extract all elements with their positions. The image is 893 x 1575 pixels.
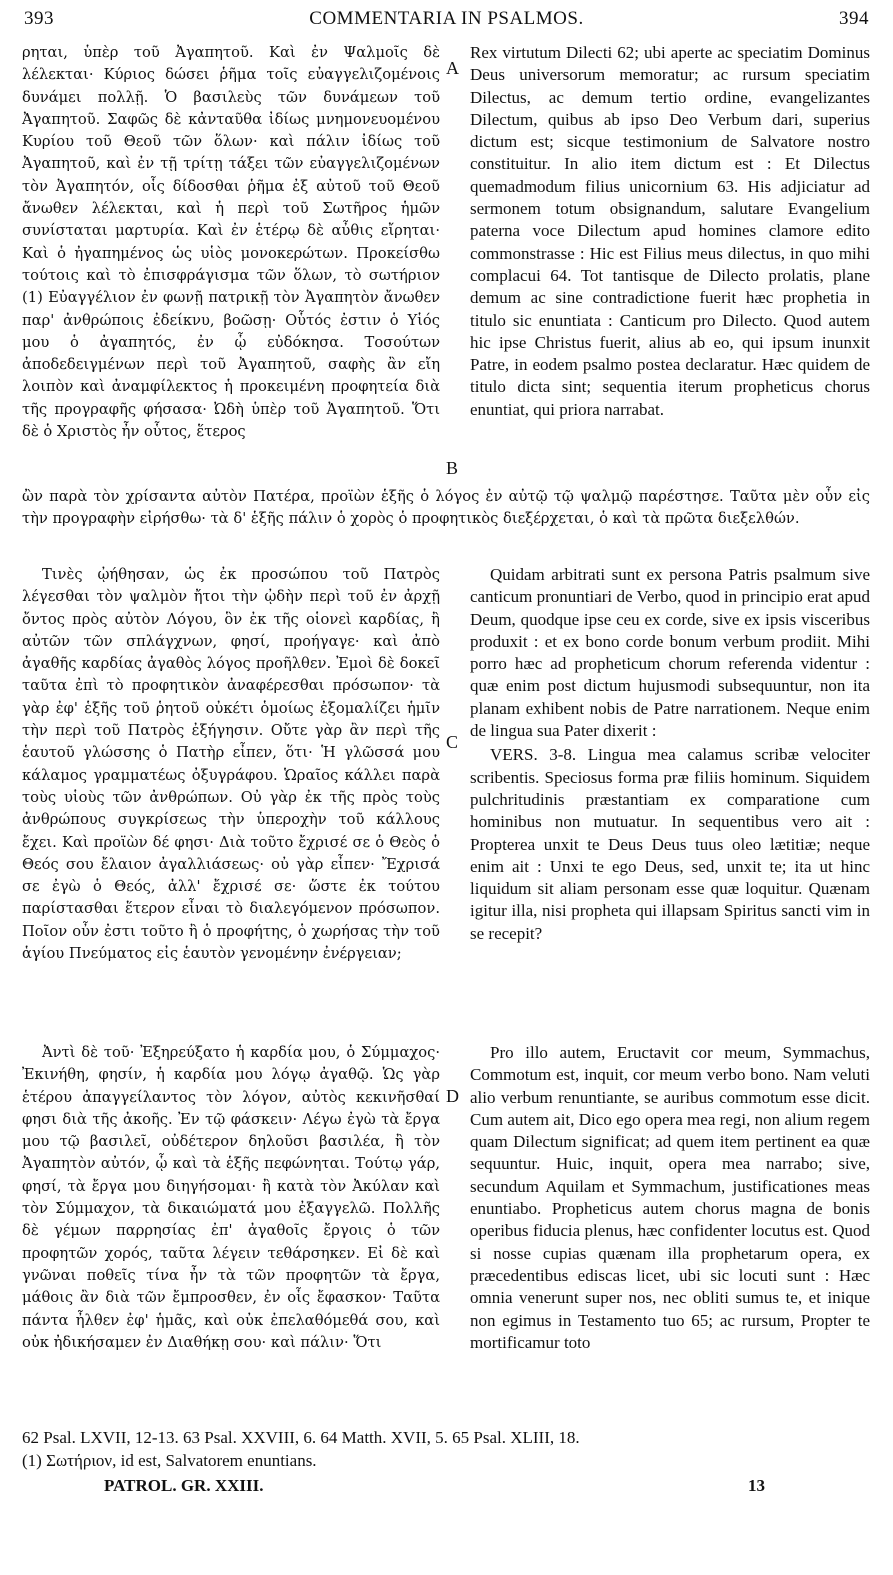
latin-column-2 [470,564,870,945]
latin-paragraph: Quidam arbitrati sunt ex persona Patris psalmum sive canticum pronuntiari de Verbo, quod in principio erat apud Deum, quodque ipse ceu ex corde, sive ex ipsis visceribus produxit : et ex bono corde bonum verbum prodiit. Mihi porro hæc ad propheticum chorum referenda videntur : quæ enim post dictum hujusmodi subsequuntur, non ita planam exhibent nobis de Patre narrationem. Neque enim de lingua sua Pater dixerit : [470,565,870,741]
latin-paragraph: Pro illo autem, Eructavit cor meum, Symmachus, Commotum est, inquit, cor meum verbo bono. Nam veluti alio verbum renuntiante, se auribus commotum esse dicit. Cum autem ait, Dico ego opera mea regi, non alium regem quam Dilectum significat; ad quem item pertinent ea quæ sequuntur. Huic, inquit, opera mea narrabo; sive, secundum Aquilam et Symmachum, justificationes meas enuntiabo. Propheticus autem chorus magna de bonis operibus fiducia plenus, hæc confidenter locutus est. Quod si nosse cupias quænam illa prophetarum opera, ex præcedentibus ediscas licet, ubi sic locuti sunt : Hæc omnia venerunt super nos, nec obliti sumus te, et inique non egimus in Testamento tuo 65; ac rursum, Propter te mortificamur toto [470,1043,870,1352]
running-title: COMMENTARIA IN PSALMOS. [309,8,584,29]
greek-fullwidth-continuation [22,486,870,531]
greek-paragraph: ὢν παρὰ τὸν χρίσαντα αὐτὸν Πατέρα, προϊὼν ἑξῆς ὁ λόγος ἐν αὐτῷ τῷ ψαλμῷ παρέστησε. Ταῦτα μὲν οὖν εἰς τὴν προγραφὴν εἰρήσθω· τὰ δ' ἑξῆς πάλιν ὁ χορὸς ὁ προφητικὸς διεξέρχεται, ὁ καὶ τὰ πρῶτα διεξελθών. [22,488,870,528]
latin-paragraph: Rex virtutum Dilecti 62; ubi aperte ac speciatim Dominus Deus universorum memoratur; ac rursum speciatim Dilectus, ac demum tertio ordine, evangelizantes Dilectum, quibus ab ipso Deo Verbum dari, superius dictum est; sicque testimonium de Salvatore nostro constituitur. In alio item dictum est : Et Dilectus quemadmodum filius unicornium 63. His adjiciatur ad sermonem totum obsignandum, salutare Evangelium paterna voce Dilectum apud homines clamore edito commonstrasse : Hic est Filius meus dilectus, in quo mihi complacui 64. Tot tantisque de Dilecto prolatis, plane demum ac sine contradictione fuerit hæc prophetia in titulo sic enuntiata : Canticum pro Dilecto. Quod autem hic ipse Christus fuerit, alius ab eo, qui ipsum inunxit Patre, in eodem psalmo postea declaratur. Hæc quidem de titulo dicta sint; sequentia iterum propheticus chorus enuntiat, qui priora narrabat. [470,43,870,419]
signature-sheet-number: 13 [748,1476,765,1495]
footnote-translation: (1) Σωτήριον, id est, Salvatorem enuntians. [22,1451,317,1470]
footnote-references: 62 Psal. LXVII, 12-13. 63 Psal. XXVIII, 6. 64 Matth. XVII, 5. 65 Psal. XLIII, 18. [22,1428,580,1447]
margin-marker-b: B [446,458,459,478]
margin-marker-c: C [446,732,459,752]
greek-column-3 [22,1042,440,1354]
signature-series: PATROL. GR. XXIII. [104,1476,264,1495]
running-header [24,6,869,34]
greek-column-2 [22,564,440,965]
latin-paragraph: VERS. 3-8. Lingua mea calamus scribæ velociter scribentis. Speciosus forma præ filiis hominum. Siquidem pulchritudinis præstantiam ex comparatione cum hominibus non mutuatur. In sequentibus vero ait : Propterea unxit te Deus Deus tuus oleo lætitiæ; neque enim ait : Unxi te ego Deus, sed, unxit te; ita ut hinc liquidum sit aliam personam esse quæ loquitur. Quænam igitur illa, nisi propheta qui illapsam Spiritus sancti vim in se recepit? [470,745,870,943]
margin-marker-a: A [446,58,459,78]
greek-paragraph: Ἀντὶ δὲ τοῦ· Ἐξηρεύξατο ἡ καρδία μου, ὁ Σύμμαχος· Ἐκινήθη, φησίν, ἡ καρδία μου λόγῳ ἀγαθῷ. Ὡς γὰρ ἑτέρου ἀπαγγείλαντος τὸν λόγον, αὐτὸς κεκινῆσθαί φησι διὰ τῆς ἀκοῆς. Ἐν τῷ φάσκειν· Λέγω ἐγὼ τὰ ἔργα μου τῷ βασιλεῖ, οὐδέτερον δηλοῦσι βασιλέα, ἢ τὸν Ἀγαπητὸν αὐτόν, ᾧ καὶ τὰ ἑξῆς πεφώνηται. Τούτῳ γάρ, φησί, τὰ ἔργα μου διηγήσομαι· ἢ κατὰ τὸν Ἀκύλαν καὶ τὸν Σύμμαχον, τὰ δικαιώματά μου ἐξαγγελῶ. Πολλῆς δὲ γέμων παρρησίας ἐπ' ἀγαθοῖς ἔργοις ὁ τῶν προφητῶν χορός, ταῦτα λέγειν τεθάρσηκεν. Εἰ δὲ καὶ γνῶναι ποθεῖς τίνα ἦν τὰ τῶν προφητῶν τὰ ἔργα, μάθοις ἂν διὰ τῶν ἔμπροσθεν, ἐν οἷς ἔφασκον· Ταῦτα πάντα ἦλθεν ἐφ' ἡμᾶς, καὶ οὐκ ἐπελαθόμεθά σου, καὶ οὐκ ἠδικήσαμεν ἐν Διαθήκῃ σου· καὶ πάλιν· Ὅτι [22,1044,440,1351]
margin-marker-d: D [446,1086,459,1106]
footnotes [22,1426,870,1472]
page-number-left: 393 [24,8,54,29]
greek-paragraph: ρηται, ὑπὲρ τοῦ Ἀγαπητοῦ. Καὶ ἐν Ψαλμοῖς δὲ λέλεκται· Κύριος δώσει ῥῆμα τοῖς εὐαγγελιζομένοις δυνάμει πολλῇ. Ὁ βασιλεὺς τῶν δυνάμεων τοῦ Ἀγαπητοῦ. Σαφῶς δὲ κἀνταῦθα ἰδίως μνημονευομένου Κυρίου τοῦ Θεοῦ τῶν ὅλων· καὶ πάλιν ἰδίως τοῦ Ἀγαπητοῦ, καὶ ἐν τῇ τρίτῃ τάξει τῶν εὐαγγελιζομένων τὸν Ἀγαπητόν, οἷς δίδοσθαι ῥῆμα ἐξ αὐτοῦ τοῦ Θεοῦ ἄνωθεν λέλεκται, καὶ ἡ περὶ τοῦ Σωτῆρος ἡμῶν συνίσταται μαρτυρία. Καὶ ἐν ἑτέρῳ δὲ αὖθις εἴρηται· Καὶ ὁ ἠγαπημένος ὡς υἱὸς μονοκερώτων. Προκείσθω τούτοις καὶ τὸ ἐπισφράγισμα τῶν ὅλων, τὸ σωτήριον (1) Εὐαγγέλιον ἐν φωνῇ πατρικῇ τὸν Ἀγαπητὸν ἄνωθεν παρ' ἀνθρώποις ἐδείκνυ, βοῶσῃ· Οὗτός ἐστιν ὁ Υἱός μου ὁ ἀγαπητός, ἐν ᾧ εὐδόκησα. Τοσούτων ἀποδεδειγμένων περὶ τοῦ Ἀγαπητοῦ, σαφὴς ἂν εἴη λοιπὸν καὶ ἀναμφίλεκτος ἡ προκειμένη προφητεία διὰ τῆς προγραφῆς φήσασα· Ὠδὴ ὑπὲρ τοῦ Ἀγαπητοῦ. Ὅτι δὲ ὁ Χριστὸς ἦν οὗτος, ἕτερος [22,44,440,441]
page-number-right: 394 [839,8,869,29]
latin-column-1 [470,42,870,421]
greek-column-1 [22,42,440,443]
latin-column-3 [470,1042,870,1354]
greek-paragraph: Τινὲς ᾠήθησαν, ὡς ἐκ προσώπου τοῦ Πατρὸς λέγεσθαι τὸν ψαλμὸν ἤτοι τὴν ᾠδὴν περὶ τοῦ ἐν ἀρχῇ ὄντος πρὸς αὐτὸν Λόγου, ὃν ἐκ τῆς οἱονεὶ καρδίας, ἢ αὐτῶν τῶν σπλάγχνων, φησί, προήγαγε· καὶ ἀπὸ ἀγαθῆς καρδίας ἀγαθὸς λόγος προῆλθεν. Ἐμοὶ δὲ δοκεῖ ταῦτα ἐπὶ τὸ προφητικὸν ἀναφέρεσθαι πρόσωπον· τὰ γὰρ ἐφ' ἑξῆς τοῦ ῥητοῦ οὐκέτι ὁμοίως ἐξομαλίζει ἡμῖν τὴν περὶ τοῦ Πατρὸς ἐξήγησιν. Οὔτε γὰρ ἂν περὶ τῆς ἑαυτοῦ γλώσσης ὁ Πατὴρ εἶπεν, ὅτι· Ἡ γλῶσσά μου κάλαμος γραμματέως ὀξυγράφου. Ὡραῖος κάλλει παρὰ τοὺς υἱοὺς τῶν ἀνθρώπων. Οὐ γὰρ ἐκ τῆς πρὸς τοὺς ἀνθρώπους συγκρίσεως τὴν ὑπεροχὴν τοῦ κάλλους ἔχει. Καὶ προϊὼν δέ φησι· Διὰ τοῦτο ἔχρισέ σε ὁ Θεὸς ὁ Θεός σου ἔλαιον ἀγαλλιάσεως· οὐ γὰρ εἶπεν· Ἔχρισά σε ἐγὼ ὁ Θεός, ἀλλ' ἔχρισέ σε· ὥστε ἐκ τούτου παρίστασθαι ἕτερον εἶναι τὸ διαλεγόμενον πρόσωπον. Ποῖον οὖν ἐστι τοῦτο ἢ ὁ προφήτης, ὁ χωρήσας τὴν τοῦ ἁγίου Πνεύματος εἰς ἑαυτὸν γενομένην ἐνέργειαν; [22,566,440,963]
